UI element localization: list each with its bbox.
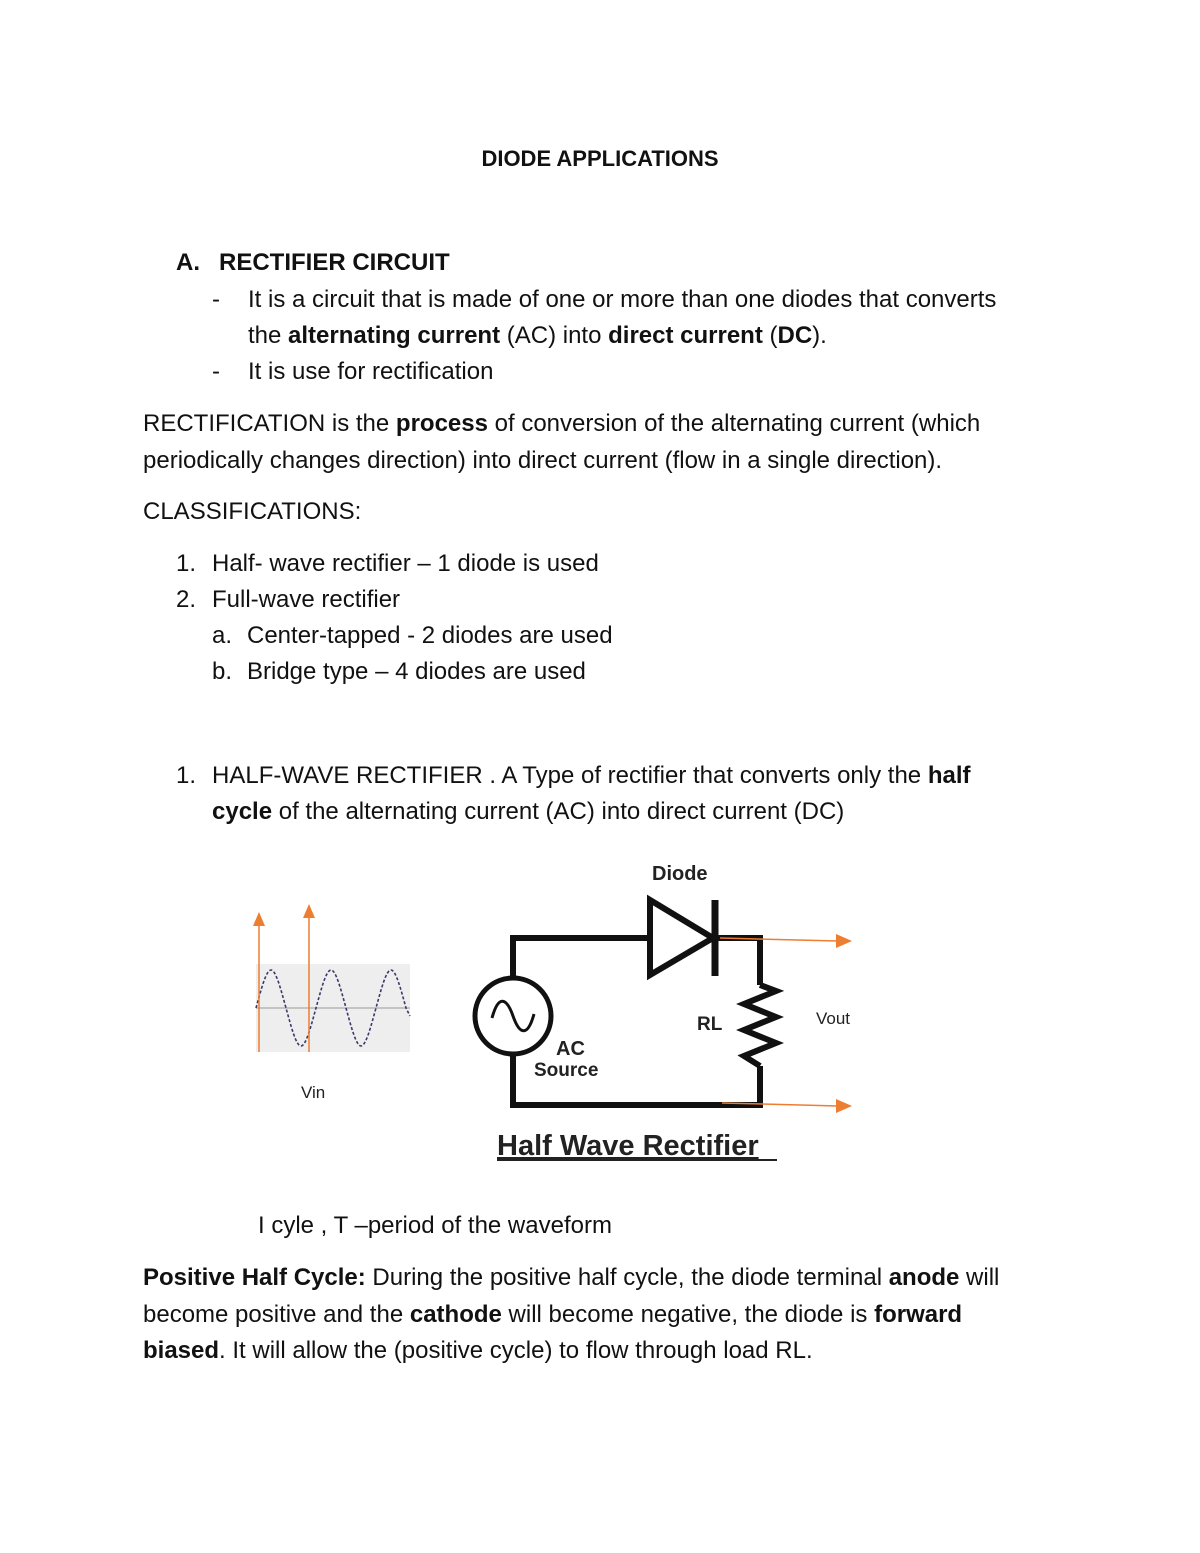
half-wave-line-continued: cycle of the alternating current (AC) into direct current (DC): [212, 798, 845, 825]
positive-half-line: biased. It will allow the (positive cycle) to flow through load RL.: [143, 1337, 813, 1364]
arrow-right-icon: [836, 934, 852, 948]
diode-label: Diode: [652, 863, 708, 885]
bullet-text: It is a circuit that is made of one or more than one diodes that converts: [248, 286, 997, 313]
bullet-text-continued: the alternating current (AC) into direct current (DC).: [248, 322, 827, 349]
list-item: Half- wave rectifier – 1 diode is used: [212, 550, 599, 577]
bullet-dash: -: [212, 286, 220, 313]
positive-half-line: become positive and the cathode will become negative, the diode is forward: [143, 1301, 963, 1328]
arrow-right-icon: [836, 1099, 852, 1113]
arrow-up-icon: [303, 904, 315, 918]
diode-icon: [650, 900, 713, 975]
bullet-dash: -: [212, 358, 220, 385]
sublist-marker: a.: [212, 622, 233, 649]
figure-caption: Half Wave Rectifier: [497, 1130, 759, 1162]
list-item: Full-wave rectifier: [212, 586, 401, 613]
section-heading: RECTIFIER CIRCUIT: [219, 249, 450, 276]
page-title: DIODE APPLICATIONS: [481, 146, 719, 171]
paragraph-line: periodically changes direction) into direct current (flow in a single direction).: [143, 447, 943, 474]
section-marker: A.: [176, 249, 200, 276]
ac-label: AC: [556, 1038, 585, 1060]
resistor-icon: [744, 985, 776, 1066]
positive-half-line: Positive Half Cycle: During the positive half cycle, the diode terminal anode will: [143, 1264, 1000, 1291]
list-marker: 1.: [176, 762, 197, 789]
sublist-item: Bridge type – 4 diodes are used: [247, 658, 586, 685]
vout-label: Vout: [816, 1009, 851, 1028]
source-label: Source: [534, 1060, 599, 1081]
vin-label: Vin: [301, 1083, 326, 1102]
arrow-up-icon: [253, 912, 265, 926]
classifications-heading: CLASSIFICATIONS:: [143, 498, 362, 525]
list-marker: 2.: [176, 586, 197, 613]
bullet-text: It is use for rectification: [248, 358, 494, 385]
list-marker: 1.: [176, 550, 197, 577]
half-wave-line: HALF-WAVE RECTIFIER . A Type of rectifier that converts only the half: [212, 762, 971, 789]
rl-label: RL: [697, 1014, 723, 1035]
paragraph-line: RECTIFICATION is the process of conversion of the alternating current (which: [143, 410, 981, 437]
sublist-marker: b.: [212, 658, 233, 685]
cycle-line: I cyle , T –period of the waveform: [258, 1212, 612, 1239]
sublist-item: Center-tapped - 2 diodes are used: [247, 622, 613, 649]
